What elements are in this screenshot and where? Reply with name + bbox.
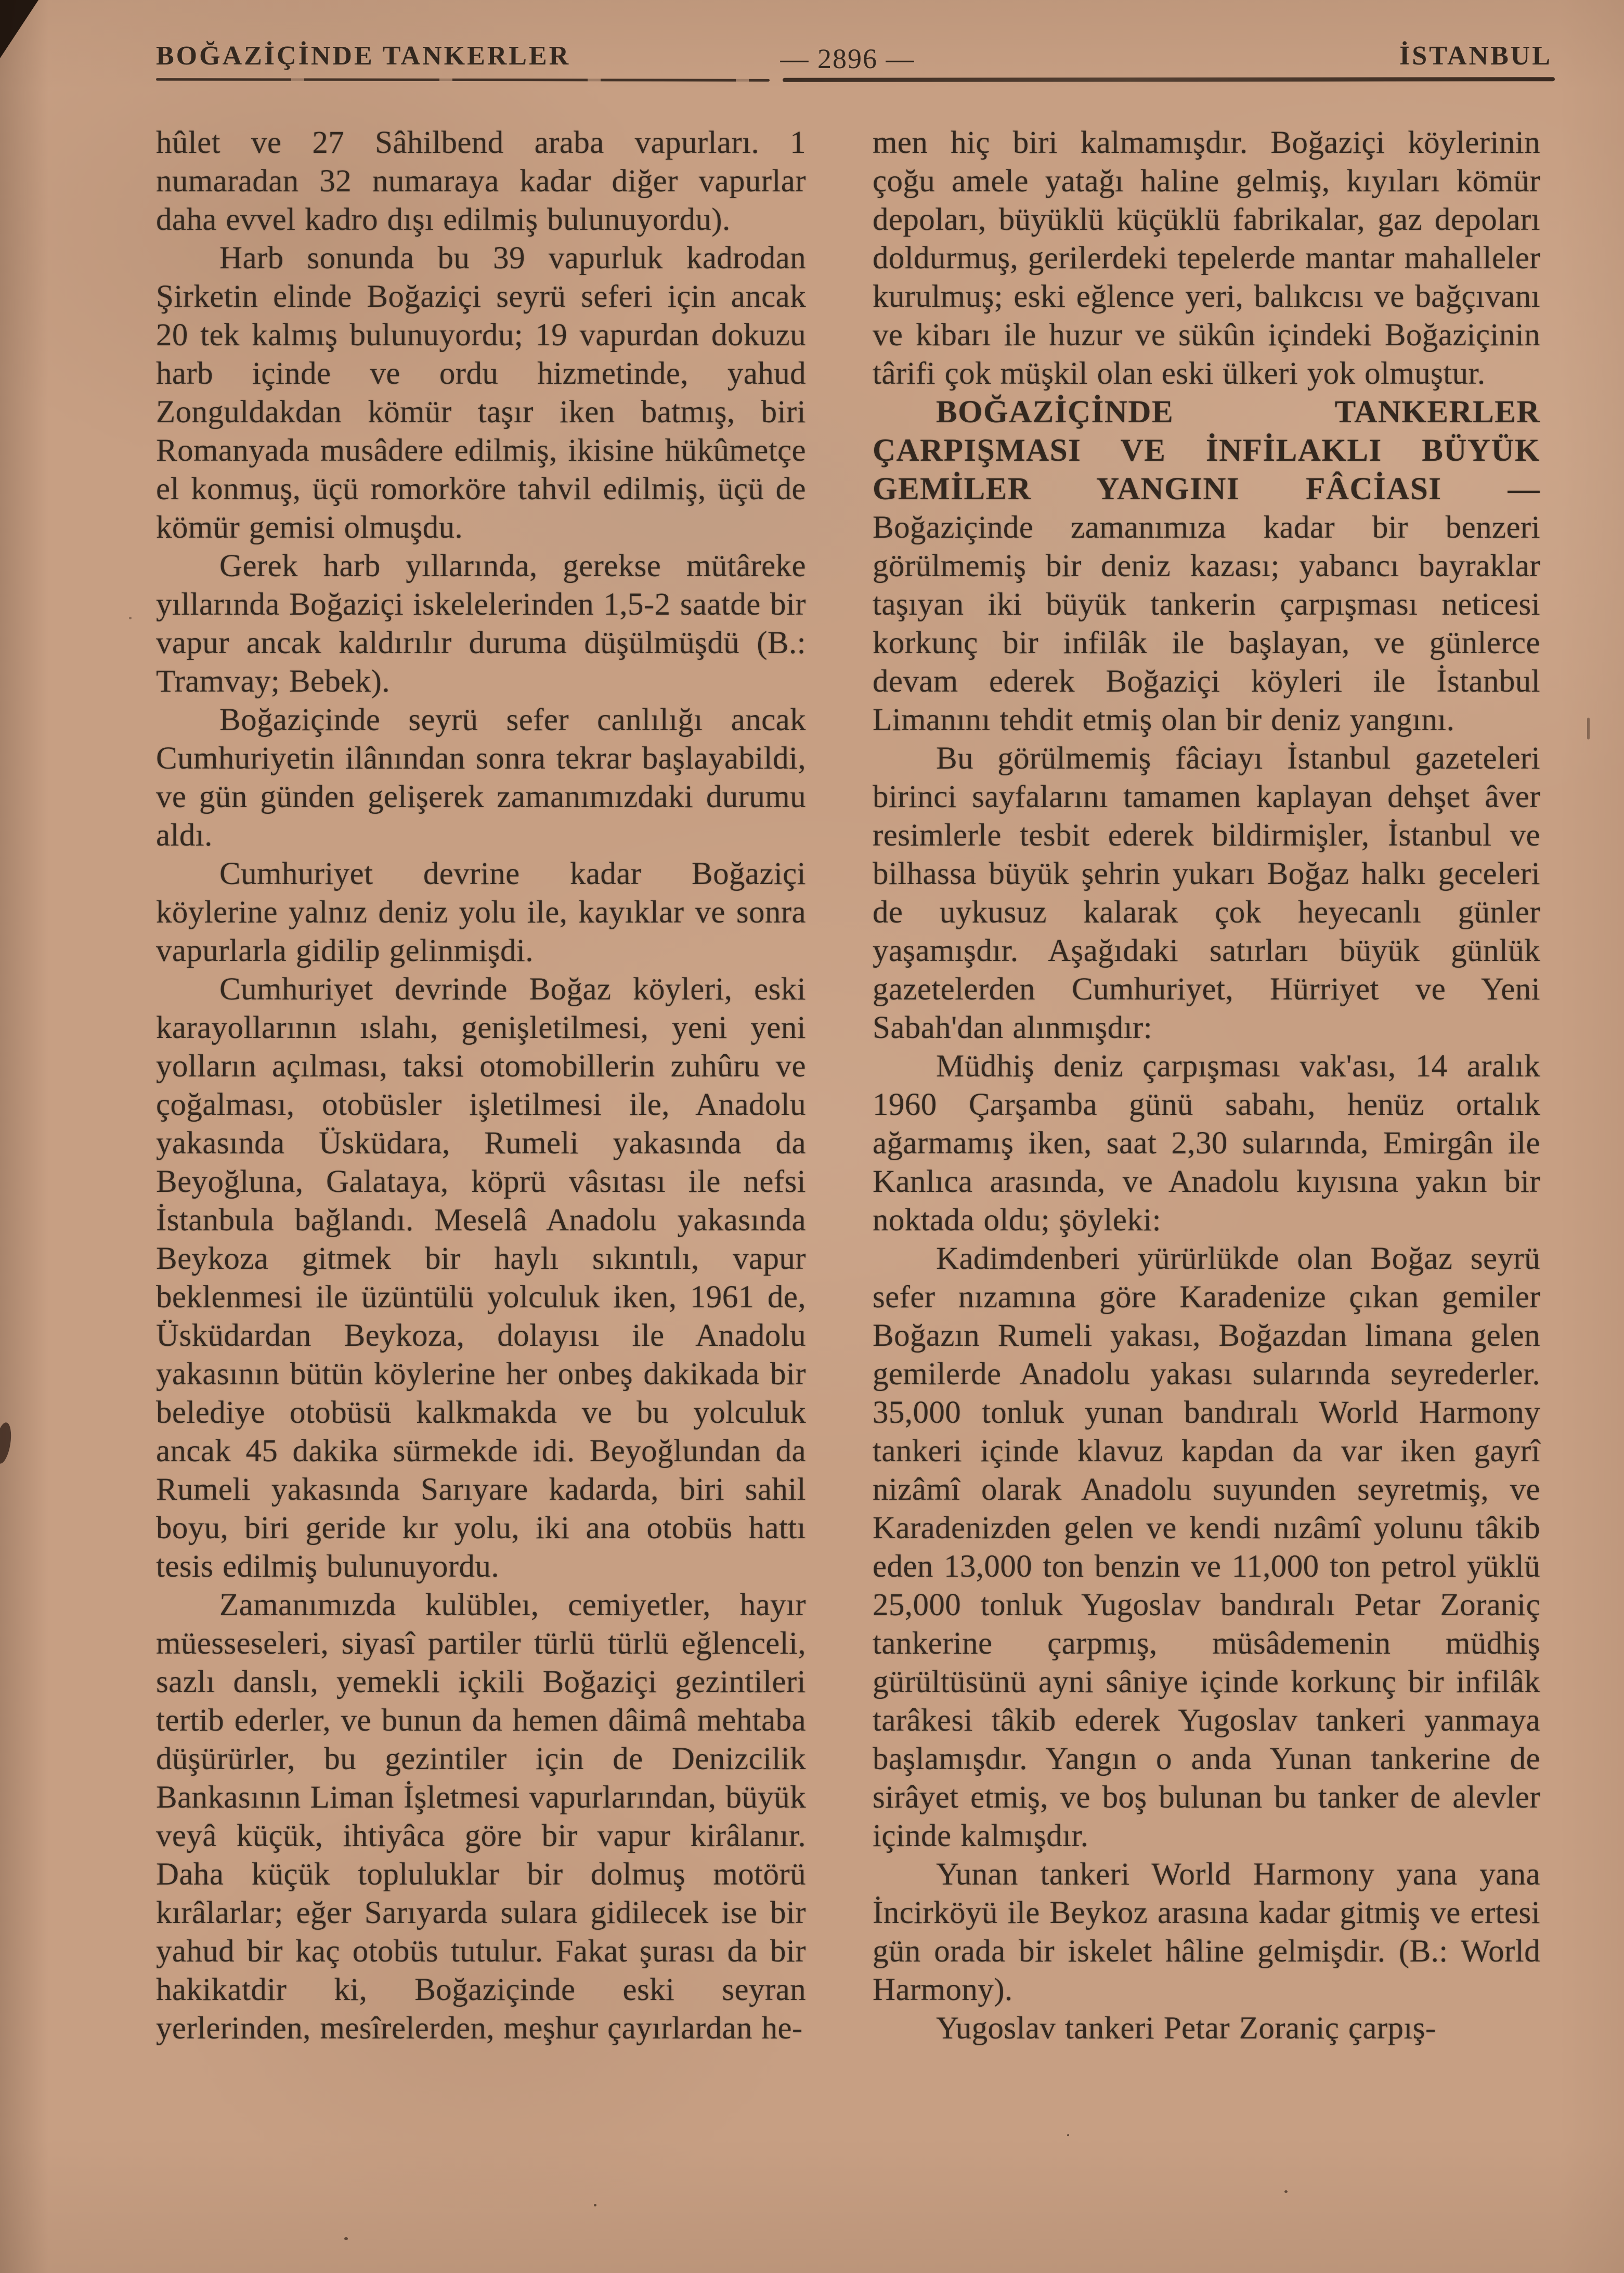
paragraph: Cumhuriyet devrinde Boğaz köyleri, eski karayollarının ıslahı, genişletilmesi, yeni yeni yolların açılması, taksi otomobillerin zuhûru ve çoğalması, otobüsler işletilmesi ile, Anadolu yakasında Üsküdara, Rumeli yakasında da Beyoğluna, Galataya, köprü vâsıtası ile nefsi İstanbula bağlandı. Meselâ Anadolu yakasında Beykoza gitmek bir haylı sıkıntılı, vapur beklenmesi ile üzüntülü yolculuk iken, 1961 de, Üsküdardan Beykoza, dolayısı ile Anadolu yakasının bütün köylerine her onbeş dakikada bir belediye otobüsü kalkmakda ve bu yolculuk ancak 45 dakika sürmekde idi. Beyoğlundan da Rumeli yakasında Sarıyare kadarda, biri sahil boyu, biri geride kır yolu, iki ana otobüs hattı tesis edilmiş bulunuyordu.	[156, 972, 806, 1584]
page-number: — 2896 —	[780, 43, 915, 74]
paragraph: Boğaziçinde seyrü sefer canlılığı ancak Cumhuriyetin ilânından sonra tekrar başlayabildi, ve gün günden gelişerek zamanımızdaki durumu aldı.	[156, 703, 806, 853]
paragraph: Müdhiş deniz çarpışması vak'ası, 14 aralık 1960 Çarşamba günü sabahı, henüz ortalık ağarmamış iken, saat 2,30 sularında, Emirgân ile Kanlıca arasında, ve Anadolu kıyısına yakın bir noktada oldu; şöyleki:	[873, 1049, 1540, 1238]
paragraph: Cumhuriyet devrine kadar Boğaziçi köylerine yalnız deniz yolu ile, kayıklar ve sonra vapurlarla gidilip gelinmişdi.	[156, 856, 806, 968]
running-title-right: İSTANBUL	[1399, 41, 1552, 71]
paragraph: Gerek harb yıllarında, gerekse mütâreke yıllarında Boğaziçi iskelelerinden 1,5-2 saatde bir vapur ancak kaldırılır duruma düşülmüşdü (B.: Tramvay; Bebek).	[156, 549, 806, 699]
ink-speck	[1067, 2134, 1069, 2136]
ink-speck	[1587, 718, 1590, 739]
running-title-left: BOĞAZİÇİNDE TANKERLER	[156, 41, 571, 71]
paragraph: Harb sonunda bu 39 vapurluk kadrodan Şirketin elinde Boğaziçi seyrü seferi için ancak 20 tek kalmış bulunuyordu; 19 vapurdan dokuzu harb içinde ve ordu hizmetinde, yahud Zonguldakdan kömür taşır iken batmış, biri Romanyada musâdere edilmiş, ikisine hükûmetçe el konmuş, üçü romorköre tahvil edilmiş, üçü de kömür gemisi olmuşdu.	[156, 241, 806, 545]
ink-speck	[344, 2237, 348, 2240]
header-rule	[156, 77, 1555, 83]
left-column	[156, 124, 806, 2048]
paragraph: BOĞAZİÇİNDE TANKERLER ÇARPIŞMASI VE İNFİLAKLI BÜYÜK GEMİLER YANGINI FÂCİASI — Boğaziçinde zamanımıza kadar bir benzeri görülmemiş bir deniz kazası; yabancı bayraklar taşıyan iki büyük tankerin çarpışması neticesi korkunç bir infilâk ile başlayan, ve günlerce devam ederek Boğaziçi köyleri ile İstanbul Limanını tehdit etmiş olan bir deniz yangını.	[873, 395, 1540, 737]
paragraph: Kadimdenberi yürürlükde olan Boğaz seyrü sefer nızamına göre Karadenize çıkan gemiler Boğazın Rumeli yakası, Boğazdan limana gelen gemilerde Anadolu yakası sularında seyrederler. 35,000 tonluk yunan bandıralı World Harmony tankeri içinde klavuz kapdan da var iken gayrî nizâmî olarak Anadolu suyunden seyretmiş, ve Karadenizden gelen ve kendi nızâmî yolunu tâkib eden 13,000 ton benzin ve 11,000 ton petrol yüklü 25,000 tonluk Yugoslav bandıralı Petar Zoraniç tankerine çarpmış, müsâdemenin müdhiş gürültüsünü ayni sâniye içinde korkunç bir infilâk tarâkesi tâkib ederek Yugoslav tankeri yanmaya başlamışdır. Yangın o anda Yunan tankerine de sirâyet etmiş, ve boş bulunan bu tanker de alevler içinde kalmışdır.	[873, 1241, 1540, 1853]
paragraph-heading: BOĞAZİÇİNDE TANKERLER ÇARPIŞMASI VE İNFİLAKLI BÜYÜK GEMİLER YANGINI FÂCİASI —	[873, 395, 1540, 506]
ink-stain	[0, 1421, 14, 1464]
paragraph: Zamanımızda kulübleı, cemiyetler, hayır müesseseleri, siyasî partiler türlü türlü eğlenceli, sazlı danslı, yemekli içkili Boğaziçi gezintileri tertib ederler, ve bunun da hemen dâimâ mehtaba düşürürler, bu gezintiler için de Denizcilik Bankasının Liman İşletmesi vapurlarından, büyük veyâ küçük, ihtiyâca göre bir vapur kirâlanır. Daha küçük topluluklar bir dolmuş motörü kırâlarlar; eğer Sarıyarda sulara gidilecek ise bir yahud bir kaç otobüs tutulur. Fakat şurası da bir hakikatdir ki, Boğaziçinde eski seyran yerlerinden, mesîrelerden, meşhur çayırlardan he-	[156, 1588, 806, 2046]
ink-speck	[1284, 2190, 1288, 2193]
ink-speck	[594, 2204, 596, 2206]
paragraph: hûlet ve 27 Sâhilbend araba vapurları. 1 numaradan 32 numaraya kadar diğer vapurlar daha evvel kadro dışı edilmiş bulunuyordu).	[156, 125, 806, 237]
header-rule-right-segment	[783, 77, 1555, 82]
paragraph: men hiç biri kalmamışdır. Boğaziçi köylerinin çoğu amele yatağı haline gelmiş, kıyıları kömür depoları, büyüklü küçüklü fabrikalar, gaz depoları doldurmuş, gerilerdeki tepelerde mantar mahalleler kurulmuş; eski eğlence yeri, balıkcısı ve bağçıvanı ve kibarı ile huzur ve sükûn içindeki Boğaziçinin târifi çok müşkil olan eski ülkeri yok olmuştur.	[873, 125, 1540, 391]
paragraph: Yugoslav tankeri Petar Zoraniç çarpış-	[936, 2011, 1436, 2046]
header-rule-left-segment	[156, 78, 770, 82]
paragraph: Bu görülmemiş fâciayı İstanbul gazeteleri birinci sayfalarını tamamen kaplayan dehşet âver resimlerle tesbit ederek bildirmişler, İstanbul ve bilhassa büyük şehrin yukarı Boğaz halkı geceleri de uykusuz kalarak çok heyecanlı günler yaşamışdır. Aşağıdaki satırları büyük günlük gazetelerden Cumhuriyet, Hürriyet ve Yeni Sabah'dan alınmışdır:	[873, 741, 1540, 1045]
ink-speck	[129, 617, 132, 619]
right-column	[873, 124, 1540, 2048]
running-header	[0, 41, 1624, 77]
paragraph: Yunan tankeri World Harmony yana yana İncirköyü ile Beykoz arasına kadar gitmiş ve ertesi gün orada bir iskelet hâline gelmişdir. (B.: World Harmony).	[873, 1857, 1540, 2007]
